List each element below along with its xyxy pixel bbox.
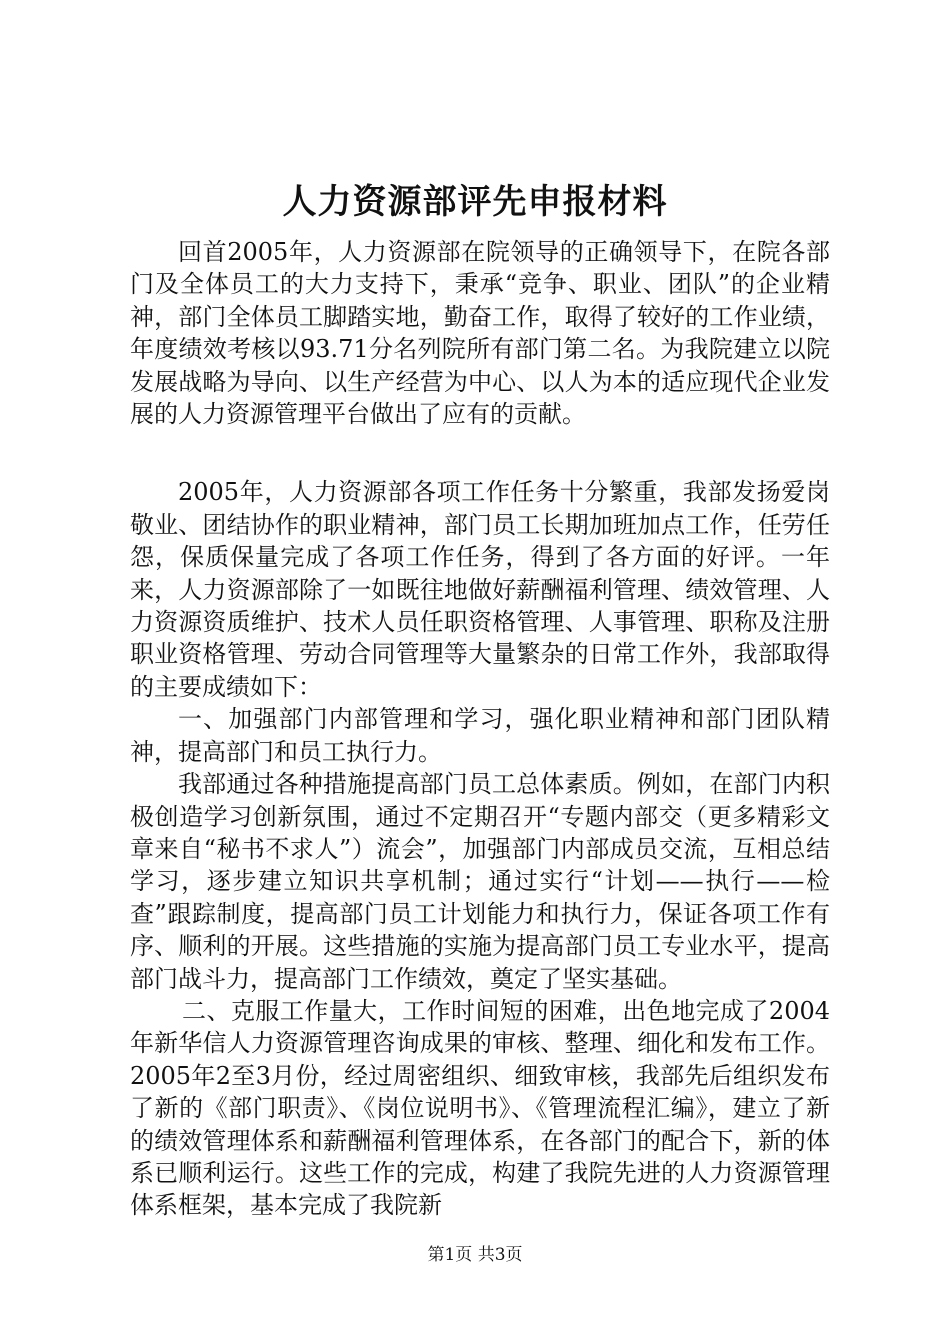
document-body bbox=[130, 236, 830, 1222]
paragraph-section-one-heading: 一、加强部门内部管理和学习，强化职业精神和部门团队精神，提高部门和员工执行力。 bbox=[130, 705, 830, 766]
paragraph-section-one-body: 我部通过各种措施提高部门员工总体素质。例如，在部门内积极创造学习创新氛围，通过不定期召开“专题内部交（更多精彩文章来自“秘书不求人”）流会”，加强部门内部成员交流，互相总结学习，逐步建立知识共享机制；通过实行“计划——执行——检查”跟踪制度，提高部门员工计划能力和执行力，保证各项工作有序、顺利的开展。这些措施的实施为提高部门员工专业水平，提高部门战斗力，提高部门工作绩效，奠定了坚实基础。 bbox=[130, 770, 830, 993]
paragraph-workload-2005: 2005年，人力资源部各项工作任务十分繁重，我部发扬爱岗敬业、团结协作的职业精神，部门员工长期加班加点工作，任劳任怨，保质保量完成了各项工作任务，得到了各方面的好评。一年来，人力资源部除了一如既往地做好薪酬福利管理、绩效管理、人力资源资质维护、技术人员任职资格管理、人事管理、职称及注册职业资格管理、劳动合同管理等大量繁杂的日常工作外，我部取得的主要成绩如下： bbox=[130, 478, 830, 701]
paragraph-review-2005: 回首2005年，人力资源部在院领导的正确领导下，在院各部门及全体员工的大力支持下，秉承“竞争、职业、团队”的企业精神，部门全体员工脚踏实地，勤奋工作，取得了较好的工作业绩，年度绩效考核以93.71分名列院所有部门第二名。为我院建立以院发展战略为导向、以生产经营为中心、以人为本的适应现代企业发展的人力资源管理平台做出了应有的贡献。 bbox=[130, 238, 830, 429]
paragraph-spacer bbox=[130, 430, 830, 476]
paragraph-section-two: 二、克服工作量大，工作时间短的困难，出色地完成了2004年新华信人力资源管理咨询成果的审核、整理、细化和发布工作。2005年2至3月份，经过周密组织、细致审核，我部先后组织发布了新的《部门职责》、《岗位说明书》、《管理流程汇编》，建立了新的绩效管理体系和薪酬福利管理体系，在各部门的配合下，新的体系已顺利运行。这些工作的完成，构建了我院先进的人力资源管理体系框架，基本完成了我院新 bbox=[130, 996, 830, 1220]
document-title: 人力资源部评先申报材料 bbox=[282, 182, 668, 222]
page-number-footer: 第1页 共3页 bbox=[427, 1245, 523, 1265]
